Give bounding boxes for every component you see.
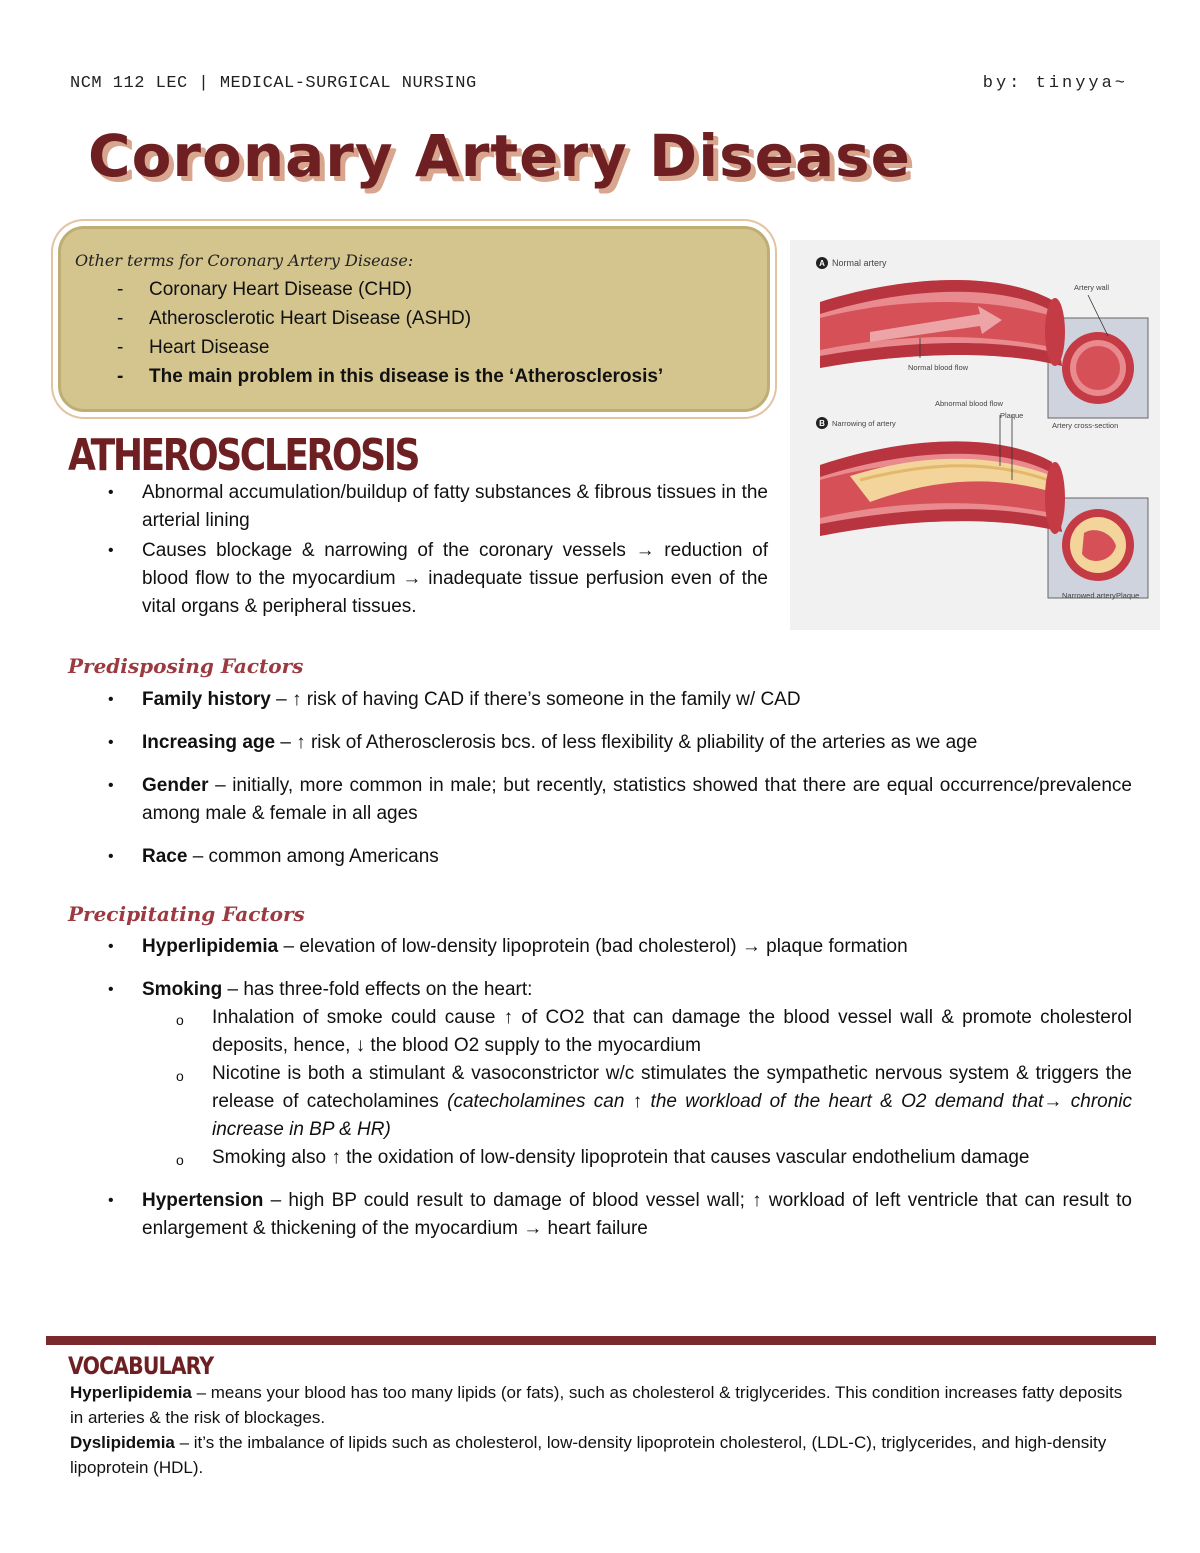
circle-bullet: o [176,1068,184,1084]
list-item: • Hypertension – high BP could result to damage of blood vessel wall; ↑ workload of left ventricle that can result to enlargement & thickening of the myocardium → heart failure [70,1187,1132,1243]
bullet-dot: • [108,777,114,794]
dash-bullet: - [117,366,124,387]
list-item: o Inhalation of smoke could cause ↑ of CO2 that can damage the blood vessel wall & promote cholesterol deposits, hence, ↓ the blood O2 supply to the myocardium [176,1007,1132,1056]
bullet-dot: • [108,848,114,865]
label-normal-flow: Normal blood flow [908,363,969,372]
label-artery-wall: Artery wall [1074,283,1110,292]
label-narrowing: Narrowing of artery [832,419,896,428]
circle-bullet: o [176,1012,184,1028]
list-item: - Atherosclerotic Heart Disease (ASHD) [117,304,663,333]
bullet-dot: • [108,691,114,708]
author-credit: by: tinyya~ [982,74,1128,93]
circle-bullet: o [176,1152,184,1168]
marker-a: A [819,259,825,268]
precipitating-list [70,933,1132,1258]
atherosclerosis-heading: ATHEROSCLEROSIS [68,430,419,481]
list-item: • Increasing age – ↑ risk of Atherosclerosis bcs. of less flexibility & pliability of the arteries as we age [70,729,1132,757]
label-plaque: Plaque [1000,411,1024,420]
label-abnormal-flow: Abnormal blood flow [935,399,1003,408]
list-item: • Smoking – has three-fold effects on the heart: o Inhalation of smoke could cause ↑ of CO2 that can damage the blood vessel wall & promote cholesterol deposits, hence, ↓ the blood O2 supply to the myocardium o Nicotine is both a stimulant & vasoconstrictor w/c stimulates the sympathetic nervous system & triggers the release of catecholamines (catecholamines can ↑ the workload of the heart & O2 demand that→ chronic increase in BP & HR) o Smoking also ↑ the oxidation of low-density lipoprotein that causes vascular endothelium damage [70,976,1132,1172]
list-item: • Hyperlipidemia – elevation of low-density lipoprotein (bad cholesterol) → plaque formation [70,933,1132,961]
other-terms-box [58,226,770,412]
other-terms-list [117,275,663,391]
predisposing-heading: Predisposing Factors [68,654,304,678]
atherosclerosis-list [70,479,768,623]
vocab-entry: Hyperlipidemia – means your blood has too many lipids (or fats), such as cholesterol & triglycerides. This condition increases fatty deposits in arteries & the risk of blockages. [70,1383,1123,1427]
vocabulary-heading: VOCABULARY [68,1352,214,1380]
label-narrowed-artery: Narrowed artery [1062,591,1116,600]
list-item: - Heart Disease [117,333,663,362]
dash-bullet: - [117,337,124,358]
list-item: - The main problem in this disease is the ‘Atherosclerosis’ [117,362,663,391]
bullet-dot: • [108,734,114,751]
list-item: • Causes blockage & narrowing of the coronary vessels → reduction of blood flow to the myocardium → inadequate tissue perfusion even of the vital organs & peripheral tissues. [70,537,768,621]
smoking-effects-list [142,1004,1132,1172]
list-item: o Smoking also ↑ the oxidation of low-density lipoprotein that causes vascular endothelium damage [142,1144,1132,1172]
list-item: • Abnormal accumulation/buildup of fatty substances & fibrous tissues in the arterial lining [70,479,768,535]
vocabulary-section [70,1380,1140,1480]
list-item: • Family history – ↑ risk of having CAD if there’s someone in the family w/ CAD [70,686,1132,714]
predisposing-list [70,686,1132,886]
bullet-dot: • [108,1192,114,1209]
list-item: • Gender – initially, more common in male; but recently, statistics showed that there are equal occurrence/prevalence among male & female in all ages [70,772,1132,828]
other-terms-heading: Other terms for Coronary Artery Disease: [75,251,414,270]
section-divider [46,1336,1156,1345]
list-item: - Coronary Heart Disease (CHD) [117,275,663,304]
label-plaque-cross-section: Plaque [1116,591,1140,600]
list-item: • Race – common among Americans [70,843,1132,871]
label-normal-artery: Normal artery [832,258,887,268]
dash-bullet: - [117,308,124,329]
label-cross-section: Artery cross-section [1052,421,1119,430]
page-title: Coronary Artery Disease [88,122,911,190]
bullet-dot: • [108,938,114,955]
course-header: NCM 112 LEC | MEDICAL-SURGICAL NURSING [70,74,477,93]
bullet-dot: • [108,484,114,501]
marker-b: B [819,419,825,428]
bullet-dot: • [108,542,114,559]
list-item: o Nicotine is both a stimulant & vasoconstrictor w/c stimulates the sympathetic nervous system & triggers the release of catecholamines (catecholamines can ↑ the workload of the heart & O2 demand that→ chronic increase in BP & HR) [176,1063,1132,1140]
dash-bullet: - [117,279,124,300]
vocab-entry: Dyslipidemia – it’s the imbalance of lipids such as cholesterol, low-density lipoprotein cholesterol, (LDL-C), triglycerides, and high-density lipoprotein (HDL). [70,1433,1107,1477]
artery-illustration [790,240,1160,630]
precipitating-heading: Precipitating Factors [68,902,305,926]
bullet-dot: • [108,981,114,998]
